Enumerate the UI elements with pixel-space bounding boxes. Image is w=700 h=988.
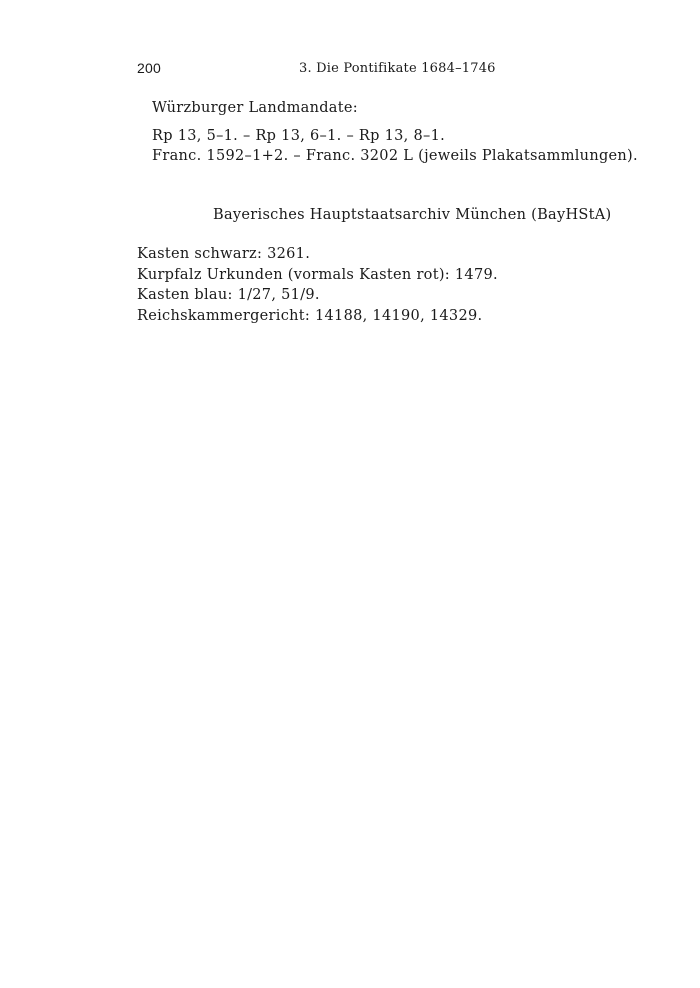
wuerzburg-section <box>152 98 638 166</box>
page-number: 200 <box>137 60 161 76</box>
bayhsta-entry: Reichskammergericht: 14188, 14190, 14329. <box>137 307 483 324</box>
wuerzburg-line: Rp 13, 5–1. – Rp 13, 6–1. – Rp 13, 8–1. <box>152 128 445 144</box>
running-head: 3. Die Pontifikate 1684–1746 <box>299 61 496 76</box>
archive-heading: Bayerisches Hauptstaatsarchiv München (BayHStA) <box>213 207 612 223</box>
bayhsta-section <box>137 244 498 326</box>
bayhsta-entry: Kasten blau: 1/27, 51/9. <box>137 287 320 303</box>
bayhsta-entry: Kasten schwarz: 3261. <box>137 246 311 262</box>
wuerzburg-title: Würzburger Landmandate: <box>152 100 358 116</box>
wuerzburg-line: Franc. 1592–1+2. – Franc. 3202 L (jeweils Plakatsammlungen). <box>152 148 638 164</box>
bayhsta-entry: Kurpfalz Urkunden (vormals Kasten rot): 1479. <box>137 266 498 283</box>
